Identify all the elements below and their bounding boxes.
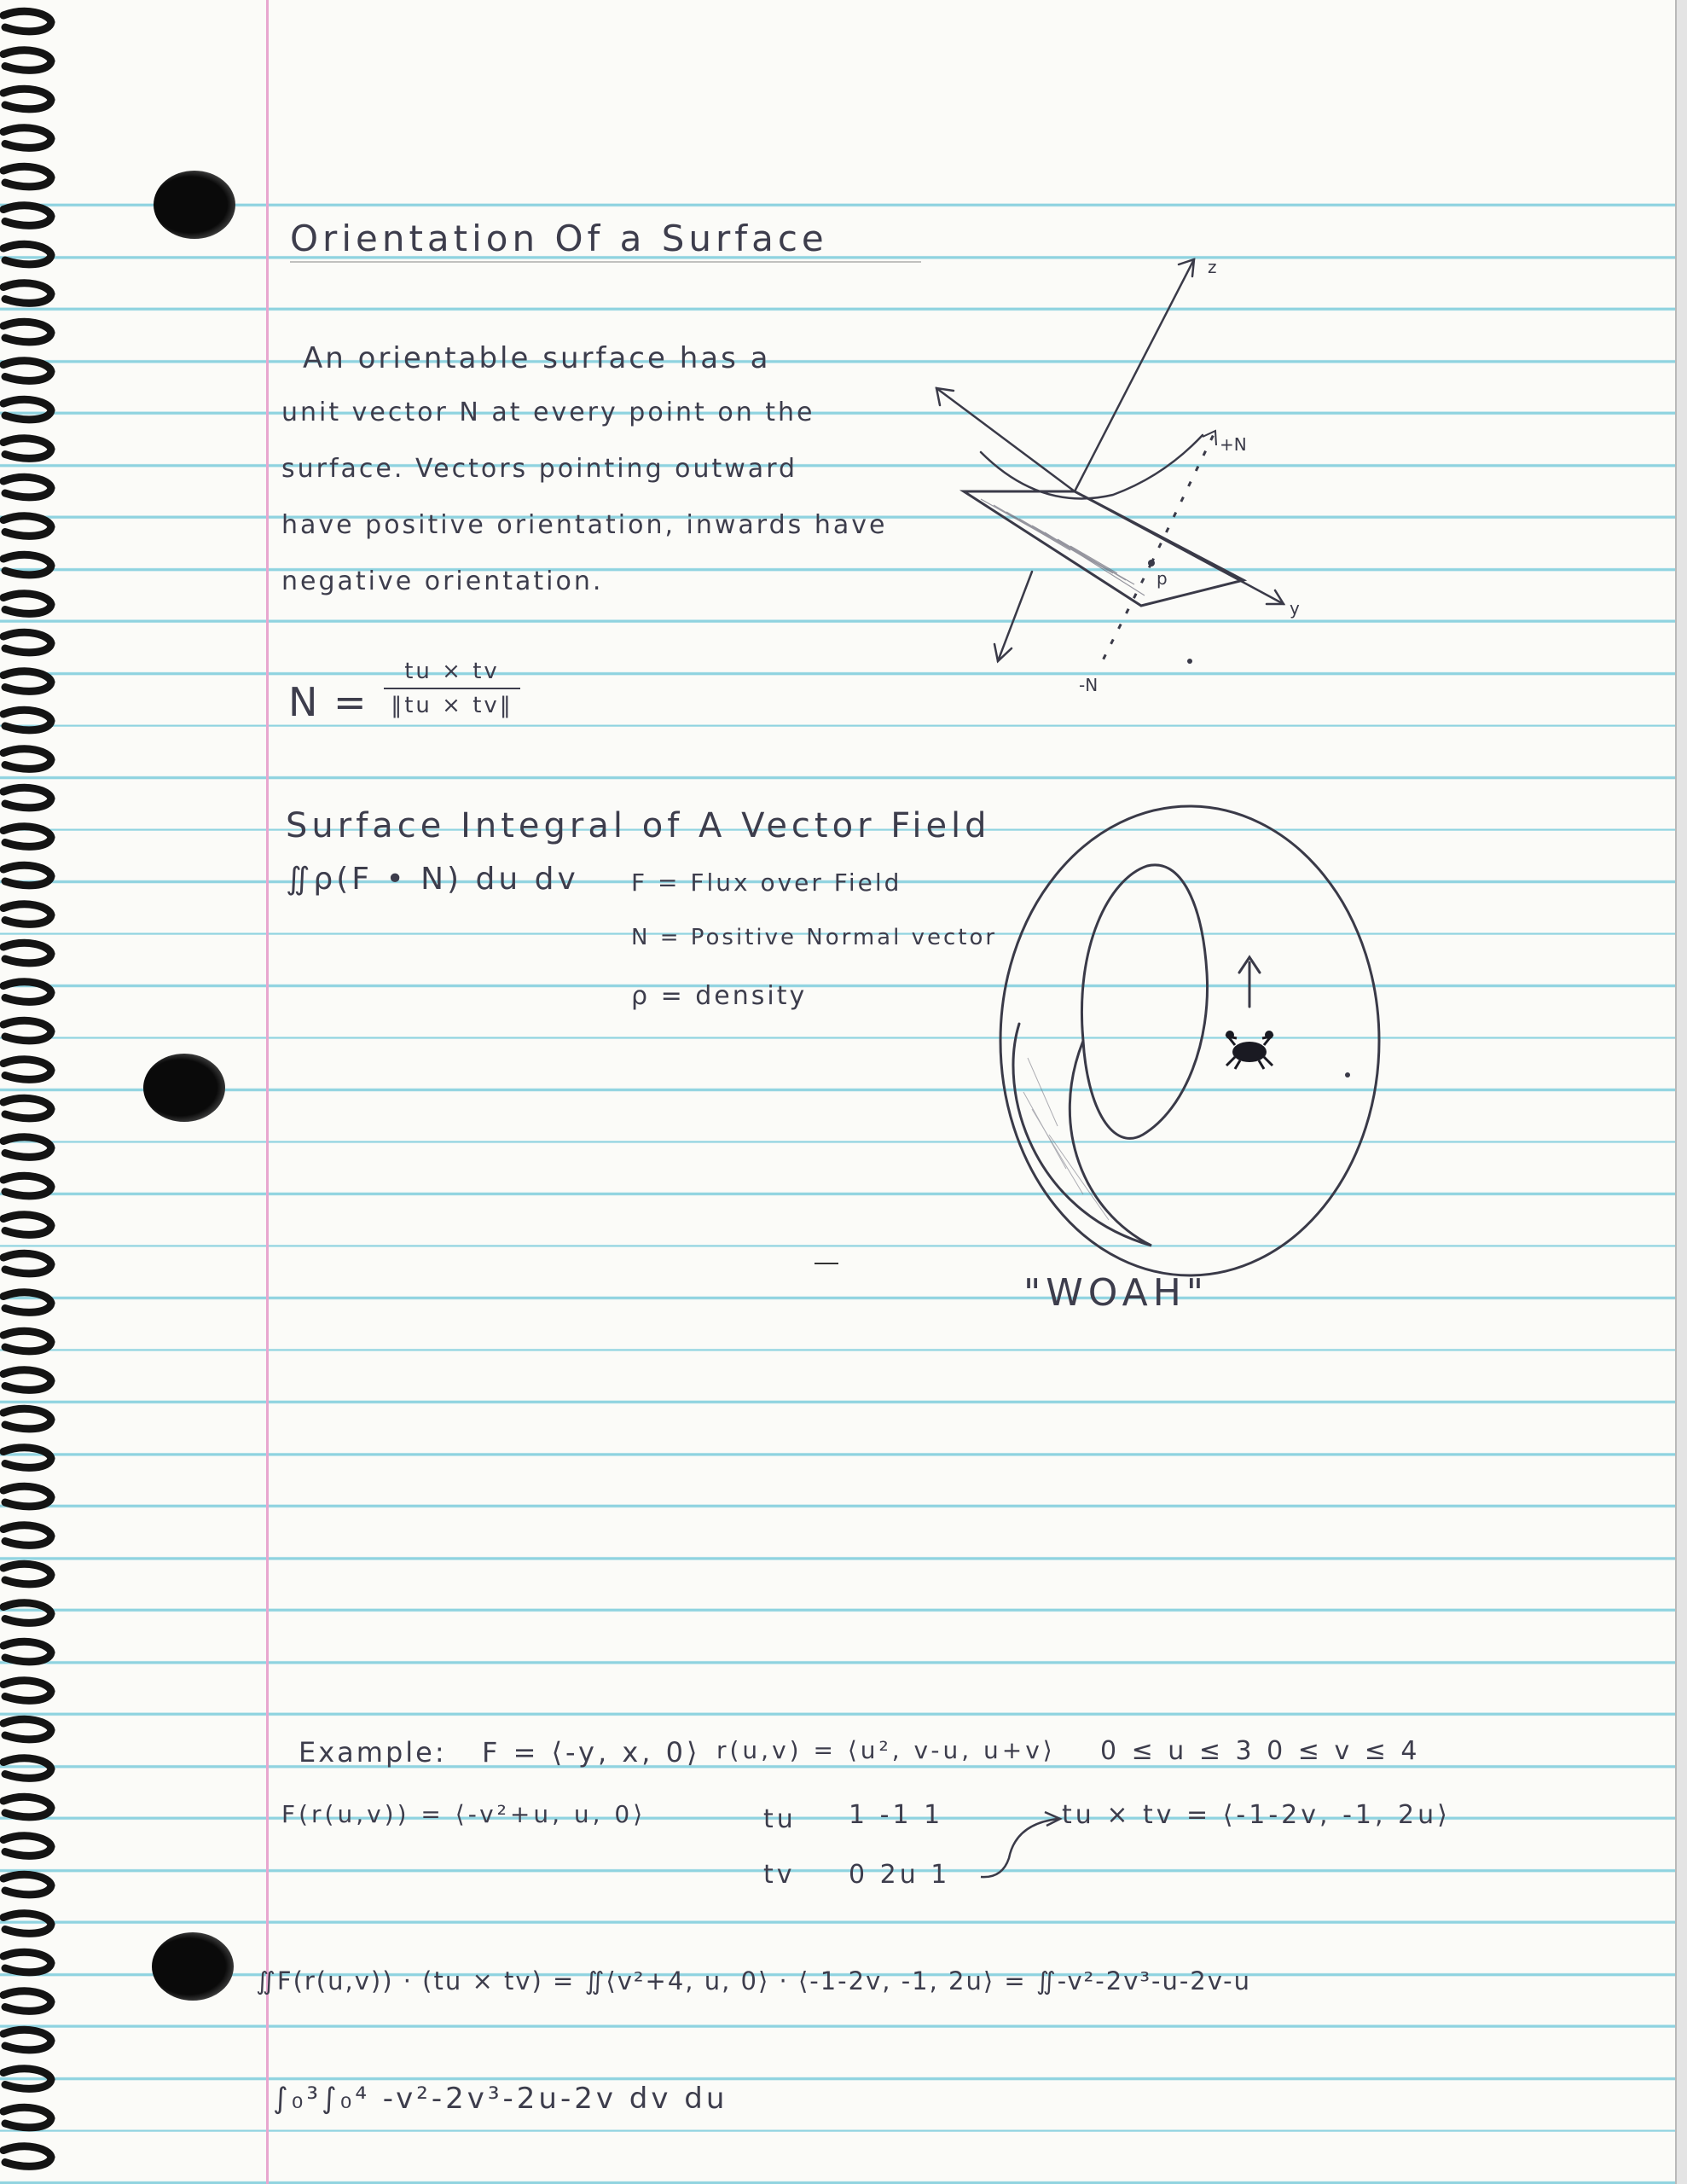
- normal-formula-fraction: [384, 659, 520, 718]
- example-integral-line-1: ∬F(r(u,v)) · (tu × tv) = ∬⟨v²+4, u, 0⟩ · ⟨-1-2v, -1, 2u⟩ = ∬-v²-2v³-u-2v-u: [256, 1966, 1251, 1995]
- spiral-coil: [3, 749, 51, 769]
- formula-numerator: tu × tv: [404, 659, 500, 684]
- example-composed-field: F(r(u,v)) = ⟨-v²+u, u, 0⟩: [281, 1800, 646, 1828]
- point-label: p: [1157, 568, 1168, 589]
- loop-shadow-edge: [1013, 1024, 1151, 1246]
- definition-f: F = Flux over Field: [631, 868, 902, 897]
- example-parametrization: r(u,v) = ⟨u², v-u, u+v⟩: [716, 1736, 1056, 1764]
- spiral-coil: [3, 244, 51, 264]
- lower-axis: [998, 572, 1032, 661]
- spiral-coil: [3, 2069, 51, 2088]
- paragraph-line-3: surface. Vectors pointing outward: [281, 454, 798, 484]
- spiral-coil: [3, 1914, 51, 1933]
- z-axis: [1075, 259, 1194, 491]
- surface-integral-formula: ∬ρ(F • N) du dv: [286, 862, 579, 897]
- cross-product-arrow: [977, 1807, 1070, 1884]
- spiral-coil: [3, 322, 51, 341]
- positive-normal-label: +N: [1220, 434, 1247, 455]
- fraction-bar: [384, 688, 520, 689]
- spiral-coil: [3, 128, 51, 148]
- spiral-coil: [3, 594, 51, 613]
- cross-product-result: tu × tv = ⟨-1-2v, -1, 2u⟩: [1062, 1800, 1451, 1830]
- page-edge: [1675, 0, 1687, 2184]
- tu-values: 1 -1 1: [849, 1800, 944, 1830]
- tangent-plane: [964, 491, 1244, 606]
- section-title-surface-integral: Surface Integral of A Vector Field: [286, 806, 991, 845]
- spiral-coil: [3, 1681, 51, 1700]
- spiral-coil: [3, 1564, 51, 1583]
- tv-label: tv: [763, 1860, 796, 1890]
- surface-point: [1148, 560, 1155, 566]
- spiral-coil: [3, 1292, 51, 1312]
- spiral-coil: [3, 1448, 51, 1467]
- spiral-coil: [3, 206, 51, 225]
- negative-normal-label: -N: [1079, 675, 1099, 695]
- inner-loop: [1081, 865, 1207, 1139]
- spiral-coil: [3, 2146, 51, 2166]
- spiral-coil: [3, 1641, 51, 1661]
- spiral-coil: [3, 1137, 51, 1157]
- spiral-coil: [3, 632, 51, 652]
- spiral-coil: [3, 1797, 51, 1816]
- stray-mark: [815, 1263, 838, 1264]
- spiral-coil: [3, 283, 51, 303]
- paragraph-line-2: unit vector N at every point on the: [281, 398, 815, 427]
- punch-hole-top: [154, 171, 235, 239]
- tv-values: 0 2u 1: [849, 1860, 951, 1890]
- page-header-blank: [0, 0, 1687, 201]
- spiral-coil: [3, 1758, 51, 1778]
- orientation-diagram: [921, 239, 1330, 700]
- example-bounds: 0 ≤ u ≤ 3 0 ≤ v ≤ 4: [1100, 1736, 1421, 1766]
- mobius-loop-drawing: [947, 768, 1390, 1280]
- example-integral-line-2: ∫₀³∫₀⁴ -v²-2v³-2u-2v dv du: [273, 2082, 728, 2116]
- negative-normal: [1100, 563, 1151, 665]
- spiral-coil: [3, 1991, 51, 2011]
- spiral-coil: [3, 1020, 51, 1040]
- example-field: F = ⟨-y, x, 0⟩: [482, 1736, 701, 1769]
- positive-normal: [1151, 431, 1215, 563]
- spiral-coil: [3, 865, 51, 885]
- tu-label: tu: [763, 1804, 797, 1834]
- spiral-coil: [3, 787, 51, 807]
- spiral-coil: [3, 439, 51, 458]
- spiral-coil: [3, 1952, 51, 1972]
- spiral-coil: [3, 827, 51, 846]
- spiral-coil: [3, 710, 51, 729]
- margin-line: [266, 0, 269, 2184]
- spiral-coil: [3, 943, 51, 962]
- spiral-coil: [3, 904, 51, 924]
- spiral-coil: [3, 1253, 51, 1273]
- spiral-coil: [3, 1874, 51, 1894]
- spiral-coil: [3, 671, 51, 691]
- spiral-coil: [3, 1836, 51, 1856]
- spiral-coil: [3, 1060, 51, 1079]
- spiral-coil: [3, 1370, 51, 1390]
- crab-icon: [1226, 1031, 1273, 1069]
- title-underline: [290, 261, 921, 263]
- woah-caption: "WOAH": [1023, 1271, 1209, 1315]
- spiral-coil: [3, 1098, 51, 1118]
- spiral-coil: [3, 1719, 51, 1739]
- spiral-coil: [3, 50, 51, 70]
- outer-loop: [1000, 806, 1379, 1275]
- positive-normal-arrowhead: [1203, 431, 1216, 445]
- z-label: z: [1208, 257, 1217, 277]
- example-label: Example:: [299, 1736, 447, 1769]
- spiral-coil: [3, 1525, 51, 1545]
- spiral-coil: [3, 1603, 51, 1623]
- spiral-coil: [3, 361, 51, 380]
- spiral-coil: [3, 516, 51, 536]
- spiral-coil: [3, 1176, 51, 1195]
- x-axis: [936, 388, 1075, 491]
- spiral-binding: [0, 0, 60, 2184]
- spiral-coil: [3, 2030, 51, 2049]
- spiral-coil: [3, 555, 51, 574]
- spiral-coil: [3, 2107, 51, 2127]
- paragraph-line-4: have positive orientation, inwards have: [281, 510, 888, 540]
- spiral-coil: [3, 1331, 51, 1350]
- definition-n: N = Positive Normal vector: [631, 925, 998, 950]
- punch-hole-bottom: [152, 1932, 234, 2001]
- section-title-orientation: Orientation Of a Surface: [290, 218, 828, 259]
- spiral-coil: [3, 399, 51, 419]
- spiral-coil: [3, 1486, 51, 1506]
- y-label: y: [1290, 598, 1300, 619]
- spiral-coil: [3, 1215, 51, 1234]
- spiral-coil: [3, 477, 51, 497]
- formula-denominator: ‖tu × tv‖: [391, 693, 513, 718]
- paragraph-line-1: An orientable surface has a: [303, 341, 771, 375]
- spiral-coil: [3, 89, 51, 108]
- paragraph-line-5: negative orientation.: [281, 566, 604, 596]
- spiral-coil: [3, 11, 51, 31]
- normal-formula-lhs: N =: [288, 679, 368, 725]
- punch-hole-middle: [143, 1054, 225, 1122]
- spiral-coil: [3, 1409, 51, 1428]
- definition-rho: ρ = density: [631, 981, 808, 1011]
- spiral-coil: [3, 166, 51, 186]
- spiral-coil: [3, 982, 51, 1002]
- surface-curve: [981, 435, 1203, 498]
